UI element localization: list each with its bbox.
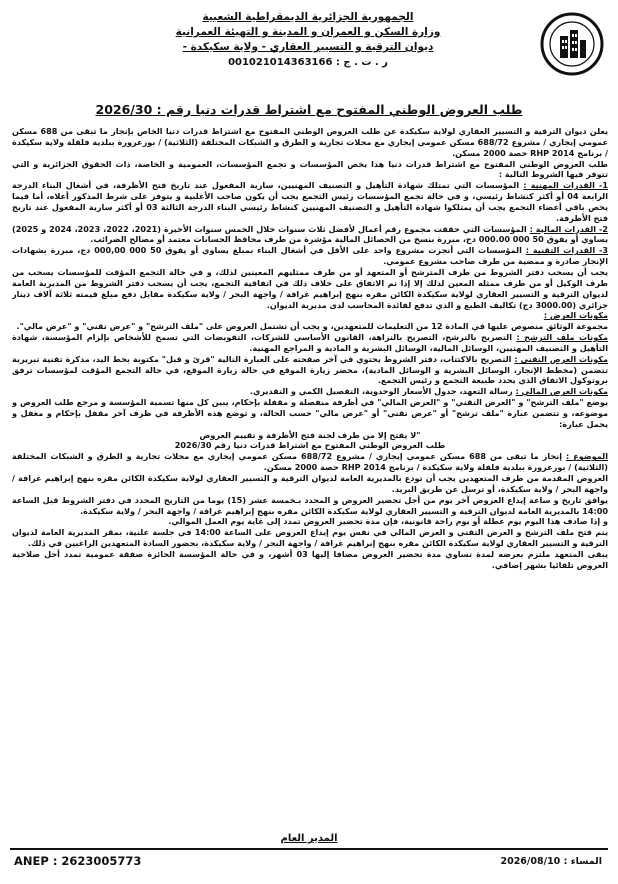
envelope-quote-line-2: طلب العروض الوطني المفتوح مع اشتراط قدرات دنيا رقم 2026/30 xyxy=(174,440,446,451)
validity-paragraph: يبقى المتعهد ملتزم بعرضه لمدة تساوي مدة تحضير العروض مضافا إليها 03 أشهر، و في حالة المؤسسة الحائزة صفقة عمومية تمدد أجل صلاحية العروض تلقائيا بشهر إضافي. xyxy=(12,548,608,570)
opening-paragraph: يتم فتح ملف الترشح و العرض التقني و العرض المالي في نفس يوم إيداع العروض على الساعة 14:00 في جلسة علنية، بمقر المديرية العامة لديوان الترقية و التسيير العقاري لولاية سكيكدة الكائن مقره بنهج إبراهيم غرافة / واجهة البحر / ولاية سكيكدة، بحضور السادة المتعهدين الراغبين في ذلك. xyxy=(12,527,608,549)
header-registry-number: ر . ت . ج : 001021014363166 xyxy=(228,57,388,68)
condition-professional xyxy=(12,180,608,223)
condition-financial-text: المؤسسات التي حققت مجموع رقم أعمال لأفضل ثلاث سنوات خلال الخمس سنوات الأخيرة (2021، 2022، 2023، 2024 و 2025) يساوي أو يفوق 50 000 000.00 دج، مبررة بنسخ من الحصائل المالية مؤشرة من طرف محافظ الحسابات معتمد أو مصالح الضرائب. xyxy=(12,223,608,245)
header-ministry: وزارة السكن و العمران و المدينة و التهيئة العمرانية xyxy=(175,26,441,38)
condition-technical-text: المؤسسات التي أنجزت مشروع واحد على الأقل في أشغال البناء بمبلغ يساوي أو يفوق 50 000 000,00 دج، مبررة بشهادات الإنجاز صادرة و ممضية من طرف صاحب مشروع عمومي. xyxy=(12,245,608,267)
financial-offer-text: رسالة التعهد، جدول الأسعار الوحدوية، التفصيل الكمي و التقديري. xyxy=(249,386,516,397)
subject xyxy=(12,451,608,473)
document-page xyxy=(10,6,608,878)
financial-offer xyxy=(12,386,608,397)
holiday-paragraph: و إذا صادف هذا اليوم يوم عطلة أو يوم راحة قانونية، فإن مدة تحضير العروض تمدد إلى غاية يوم العمل الموالي. xyxy=(168,516,608,527)
candidacy-file-heading: مكونات ملف الترشح : xyxy=(516,332,608,343)
deposit-paragraph: العروض المقدمة من طرف المتعهدين يجب أن تودع بالمديرية العامة لديوان الترقية و التسيير العقاري لولاية سكيكدة الكائن مقره بنهج إبراهيم غرافة / واجهة البحر / ولاية سكيكدة، أو ترسل عن طريق البريد. xyxy=(12,473,608,494)
subject-text: إنجاز ما تبقى من 688 مسكن عمومي إيجاري / مشروع 688/72 مسكن عمومي إيجاري مع محلات تجارية و الطرق و الشبكات المختلفة (الثلاثية) / بوزعرورة ببلدية فلفلة ولاية سكيكدة / برنامج RHP 2014 حصة 2000 مسكن. xyxy=(12,451,608,473)
condition-technical-heading: 3- القدرات التقنية : xyxy=(525,245,608,256)
deadline-paragraph: يوافق تاريخ و ساعة إيداع العروض آخر يوم من أجل تحضير العروض و المحدد بـخمسة عشر (15) يوما من التاريخ المحدد في دفتر الشروط قبل الساعة 14:00 بالمديرية العامة لديوان الترقية و التسيير العقاري لولاية سكيكدة الكائن مقره بنهج إبراهيم غرافة / واجهة البحر / ولاية سكيكدة. xyxy=(12,494,608,516)
subject-heading: الموضوع : xyxy=(566,451,608,462)
intro-paragraph: يعلن ديوان الترقية و التسيير العقاري لولاية سكيكدة عن طلب العروض الوطني المفتوح مع اشتراط قدرات دنيا الخاص بإنجاز ما تبقى من 688 مسكن عمومي إيجاري / مشروع 688/72 مسكن عمومي إيجاري مع محلات تجارية و الطرق و الشبكات المختلفة (الثلاثية) / بوزعرورة ببلدية فلفلة ولاية سكيكدة / برنامج RHP 2014 حصة 2000 مسكن. xyxy=(12,126,608,158)
condition-technical xyxy=(12,245,608,267)
conditions-intro: طلب العروض الوطني المفتوح مع اشتراط قدرات دنيا هذا يخص المؤسسات و تجمع المؤسسات، العمومية و الخاصة، ذات الحقوق الجزائرية و التي تتوفر فيها الشروط التالية : xyxy=(12,158,608,180)
technical-offer-text: التصريح بالاكتتاب، دفتر الشروط يحتوي في آخر صفحته على العبارة التالية "قرئ و قبل" مكتوبة بخط اليد، مذكرة تقنية تبريرية تتضمن (مخطط الإنجاز، الوسائل البشرية و الوسائل المادية)، محضر زيارة الموقع في حالة زيارة الموقع، في حالة التجمع المؤقت لمؤسسات ترفق بروتوكول الاتفاق الذي يحدد طبيعة التجمع و رئيس التجمع. xyxy=(12,353,608,386)
technical-offer-heading: مكونات العرض التقني : xyxy=(514,353,608,364)
letterhead-text xyxy=(138,10,478,70)
candidacy-file xyxy=(12,332,608,354)
condition-financial-heading: 2- القدرات المالية : xyxy=(529,223,608,234)
header-republic: الجمهورية الجزائرية الديمقراطية الشعبية xyxy=(202,11,414,23)
offer-composition-text: مجموعة الوثائق منصوص عليها في المادة 12 من التعليمات للمتعهدين، و يجب أن تشتمل العروض على "ملف الترشح" و "عرض تقني" و "عرض مالي". xyxy=(16,321,608,332)
envelope-instructions: يوضع "ملف الترشح" و "العرض التقني" و "العرض المالي" في أظرفة منفصلة و مقفلة بإحكام، يبين كل منها تسمية المؤسسة و مرجع طلب العروض و موضوعه، و تتضمن عبارة "ملف ترشح" أو "عرض تقني" أو "عرض مالي" حسب الحالة، و توضع هذه الأظرفة في ظرف آخر مقفل بإحكام و مغفل و يحمل عبارة: xyxy=(12,397,608,429)
letterhead xyxy=(10,6,608,106)
condition-financial xyxy=(12,224,608,246)
financial-offer-heading: مكونات العرض المالي : xyxy=(515,386,608,397)
envelope-quote-line-1: "لا يفتح إلا من طرف لجنة فتح الأظرفة و تقييم العروض xyxy=(199,429,421,440)
condition-professional-text: المؤسسات التي تمتلك شهادة التأهيل و التصنيف المهنيين، سارية المفعول عند تاريخ فتح الأظرفة، في أشغال البناء الدرجة الرابعة 04 أو أكثر كنشاط رئيسي، و في حالة تجمع المؤسسات رئيس التجمع يجب أن يكون صاحب الأغلبية و يتوفر على شرط المذكور أعلاه، أما فيما يخص باقي أعضاء التجمع يجب أن يمتلكوا شهادة التأهيل و التصنيف المهنيين كنشاط رئيسي البناء الدرجة الثالثة 03 أو أكثر سارية المفعول عند تاريخ فتح الأظرفة. xyxy=(12,180,608,223)
specifications-withdrawal: يجب أن يسحب دفتر الشروط من طرف المترشح أو المتعهد أو من طرف ممثليهم المعينين لذلك، و في حالة التجمع المؤقت للمؤسسات يسحب من طرف الوكيل أو من طرف ممثله المعين لذلك إلا إذا تم الاتفاق على خلاف ذلك في اتفاقية التجمع، يجب أن يسحب دفتر الشروط من المديرية العامة لديوان الترقية و التسيير العقاري لولاية سكيكدة الكائن مقره بنهج إبراهيم غرافة / واجهة البحر / ولاية سكيكدة مقابل دفع مبلغ قيمته ثلاثة آلاف دينار جزائري (3000.00 دج) تكاليف الطبع و الذي تدفع لفائدة المحاسب لدى مديرية الديوان. xyxy=(12,266,608,310)
footer-bar xyxy=(10,848,608,872)
anep-reference: ANEP : 2623005773 xyxy=(14,854,142,868)
publication-date: المساء : 2026/08/10 xyxy=(500,856,602,867)
tender-title: طلب العروض الوطني المفتوح مع اشتراط قدرات دنيا رقم : 2026/30 xyxy=(95,102,523,117)
condition-professional-heading: 1- القدرات المهنية : xyxy=(523,180,608,191)
header-office: ديوان الترقية و التسيير العقاري - ولاية سكيكدة - xyxy=(182,41,434,53)
technical-offer xyxy=(12,354,608,387)
opgi-logo-icon xyxy=(540,12,604,76)
tender-body xyxy=(12,126,608,826)
offer-composition-heading: مكونات العرض : xyxy=(543,310,608,321)
signature-director-general: المدير العام xyxy=(280,833,338,844)
candidacy-file-text: التصريح بالترشح، التصريح بالنزاهة، القانون الأساسي للشركات، التفويضات التي تسمح للأشخاص بإلزام المؤسسة، شهادة التأهيل و التصنيف المهنيين، الوسائل المالية، الوسائل البشرية و المادية و المراجع المهنية. xyxy=(12,332,608,353)
